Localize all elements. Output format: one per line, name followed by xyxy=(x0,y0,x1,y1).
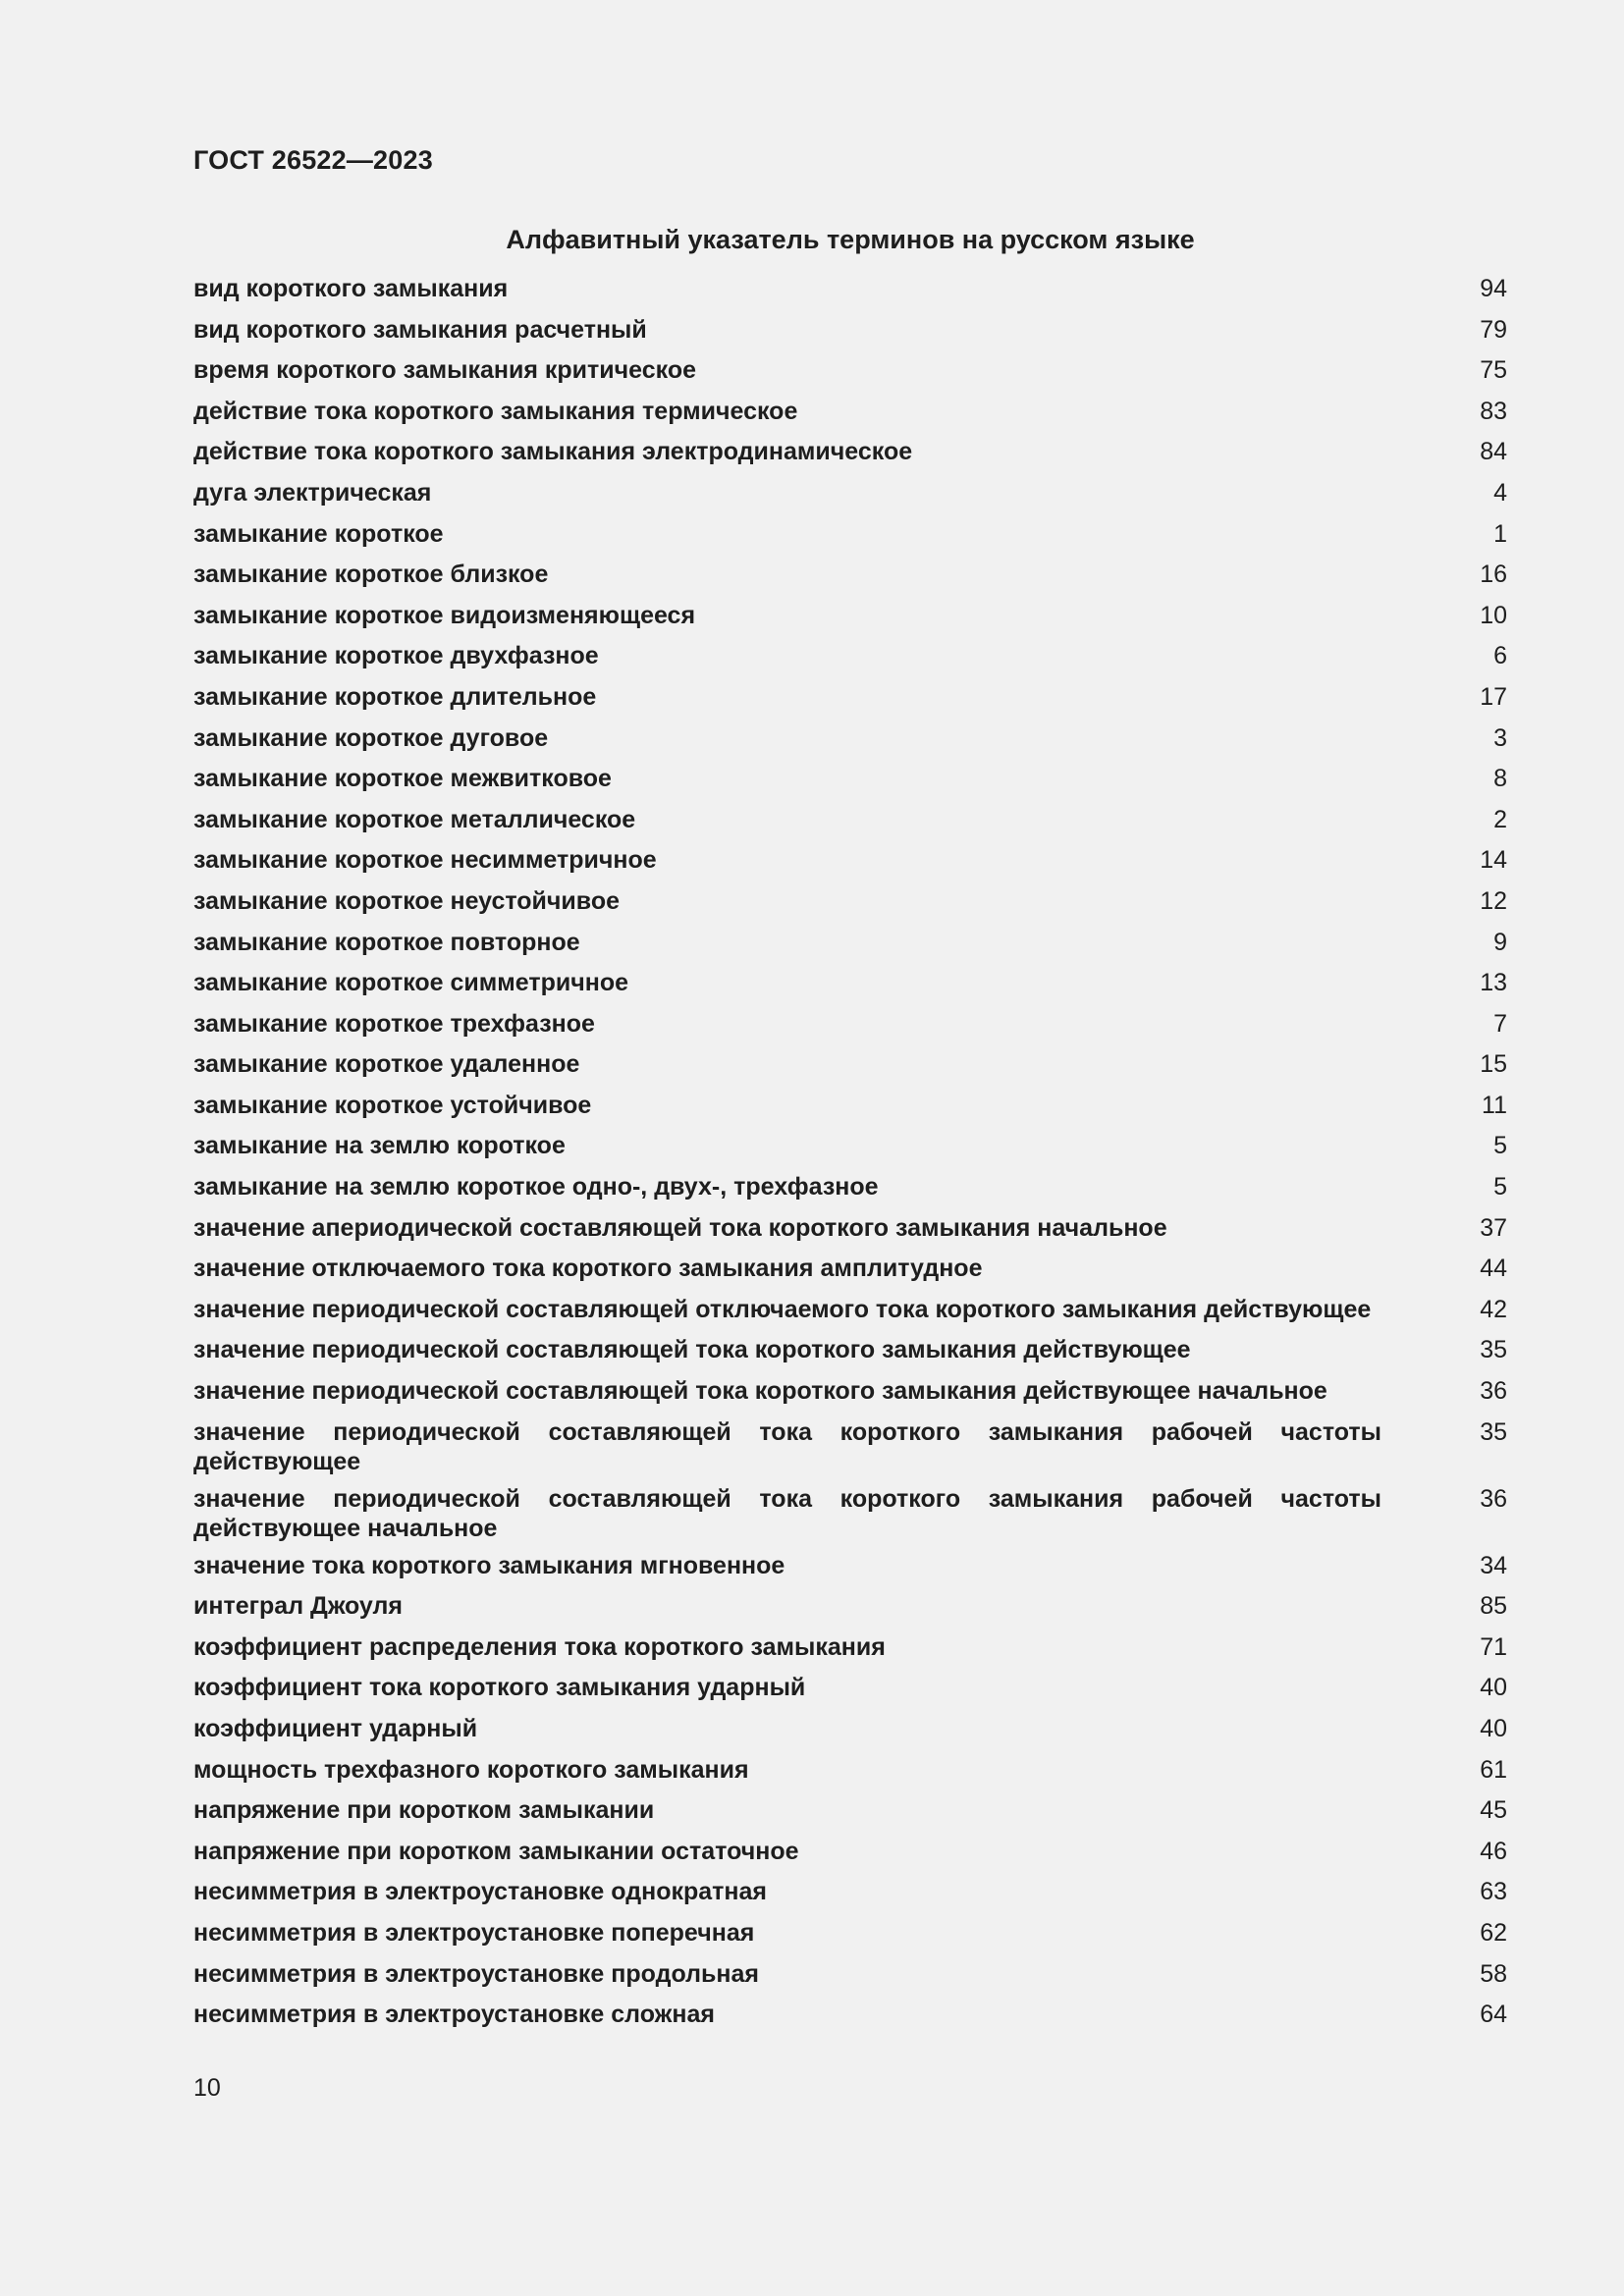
index-entry xyxy=(193,1172,1507,1201)
index-term: несимметрия в электроустановке сложная xyxy=(193,2001,715,2029)
index-term: замыкание короткое видоизменяющееся xyxy=(193,601,696,629)
index-page-ref: 46 xyxy=(1480,1837,1507,1865)
index-entry xyxy=(193,2000,1507,2029)
index-term: замыкание короткое несимметричное xyxy=(193,846,657,875)
index-entry xyxy=(193,1591,1507,1621)
index-term: время короткого замыкания критическое xyxy=(193,356,696,385)
index-entry xyxy=(193,601,1507,630)
page-number: 10 xyxy=(193,2074,221,2102)
index-page-ref: 5 xyxy=(1493,1132,1507,1160)
index-page-ref: 40 xyxy=(1480,1715,1507,1742)
index-entry xyxy=(193,886,1507,916)
index-entry xyxy=(193,1131,1507,1160)
index-term: замыкание короткое xyxy=(193,519,444,548)
index-page-ref: 94 xyxy=(1480,275,1507,302)
index-page-ref: 35 xyxy=(1480,1336,1507,1364)
index-term: действие тока короткого замыкания термическое xyxy=(193,397,798,425)
index-page-ref: 5 xyxy=(1493,1173,1507,1201)
term-index-list xyxy=(193,274,1507,2041)
index-entry xyxy=(193,478,1507,507)
index-entry xyxy=(193,1213,1507,1243)
index-page-ref: 17 xyxy=(1480,682,1507,711)
index-entry xyxy=(193,764,1507,793)
index-page-ref: 45 xyxy=(1480,1796,1507,1825)
index-term: значение апериодической составляющей тока короткого замыкания начальное xyxy=(193,1213,1167,1242)
index-entry xyxy=(193,355,1507,385)
index-entry xyxy=(193,1551,1507,1580)
index-entry xyxy=(193,1295,1507,1324)
index-entry xyxy=(193,1091,1507,1120)
index-page-ref: 6 xyxy=(1493,642,1507,670)
index-page-ref: 36 xyxy=(1480,1377,1507,1406)
index-entry xyxy=(193,1254,1507,1283)
index-term: несимметрия в электроустановке продольная xyxy=(193,1959,759,1988)
index-entry xyxy=(193,1417,1507,1476)
index-page-ref: 61 xyxy=(1480,1755,1507,1784)
index-page-ref: 40 xyxy=(1480,1674,1507,1702)
index-term: замыкание короткое устойчивое xyxy=(193,1091,592,1119)
index-entry xyxy=(193,1755,1507,1785)
index-entry xyxy=(193,1673,1507,1702)
index-page-ref: 84 xyxy=(1480,438,1507,466)
index-page-ref: 36 xyxy=(1480,1484,1507,1513)
index-term: замыкание короткое металлическое xyxy=(193,805,636,833)
index-term: несимметрия в электроустановке поперечная xyxy=(193,1918,755,1947)
index-term: значение периодической составляющей тока короткого замыкания рабочей частоты действующее xyxy=(193,1417,1381,1475)
index-entry xyxy=(193,1918,1507,1948)
index-term: замыкание короткое повторное xyxy=(193,928,580,956)
index-page-ref: 2 xyxy=(1493,805,1507,833)
index-entry xyxy=(193,1837,1507,1866)
index-term: замыкание на землю короткое xyxy=(193,1132,566,1160)
index-entry xyxy=(193,437,1507,466)
index-page-ref: 15 xyxy=(1480,1050,1507,1079)
document-header: ГОСТ 26522—2023 xyxy=(193,145,433,175)
index-page-ref: 16 xyxy=(1480,561,1507,589)
index-entry xyxy=(193,968,1507,997)
index-term: замыкание короткое длительное xyxy=(193,682,597,711)
index-term: коэффициент ударный xyxy=(193,1715,478,1742)
index-page-ref: 79 xyxy=(1480,315,1507,344)
index-entry xyxy=(193,1484,1507,1543)
index-term: интеграл Джоуля xyxy=(193,1592,403,1621)
index-entry xyxy=(193,1049,1507,1079)
index-entry xyxy=(193,928,1507,957)
index-page-ref: 85 xyxy=(1480,1592,1507,1621)
index-term: несимметрия в электроустановке однократная xyxy=(193,1878,767,1906)
index-page-ref: 58 xyxy=(1480,1959,1507,1988)
index-entry xyxy=(193,1795,1507,1825)
index-page-ref: 1 xyxy=(1493,519,1507,548)
index-term: значение периодической составляющей отключаемого тока короткого замыкания действующее xyxy=(193,1295,1372,1323)
index-entry xyxy=(193,1632,1507,1662)
index-term: коэффициент тока короткого замыкания ударный xyxy=(193,1674,806,1702)
index-term: замыкание короткое симметричное xyxy=(193,969,629,997)
index-page-ref: 71 xyxy=(1480,1632,1507,1661)
index-entry xyxy=(193,315,1507,345)
index-title: Алфавитный указатель терминов на русском языке xyxy=(506,225,1195,254)
index-page-ref: 12 xyxy=(1480,886,1507,915)
index-term: действие тока короткого замыкания электродинамическое xyxy=(193,438,913,466)
index-page-ref: 83 xyxy=(1480,397,1507,425)
index-page-ref: 7 xyxy=(1493,1009,1507,1038)
index-page-ref: 4 xyxy=(1493,478,1507,507)
index-term: замыкание короткое двухфазное xyxy=(193,642,599,670)
index-term: вид короткого замыкания расчетный xyxy=(193,315,647,344)
index-page-ref: 64 xyxy=(1480,2001,1507,2029)
index-term: значение периодической составляющей тока короткого замыкания действующее xyxy=(193,1336,1191,1364)
index-term: значение отключаемого тока короткого замыкания амплитудное xyxy=(193,1255,983,1283)
index-entry xyxy=(193,1714,1507,1743)
index-term: напряжение при коротком замыкании остаточное xyxy=(193,1837,799,1865)
index-term: замыкание короткое неустойчивое xyxy=(193,886,621,915)
index-page-ref: 63 xyxy=(1480,1878,1507,1906)
index-term: дуга электрическая xyxy=(193,478,432,507)
index-page-ref: 62 xyxy=(1480,1918,1507,1947)
index-term: значение периодической составляющей тока короткого замыкания рабочей частоты действующее начальное xyxy=(193,1484,1381,1542)
index-term: замыкание на землю короткое одно-, двух-, трехфазное xyxy=(193,1173,879,1201)
index-page-ref: 44 xyxy=(1480,1255,1507,1283)
index-term: напряжение при коротком замыкании xyxy=(193,1796,655,1825)
index-entry xyxy=(193,682,1507,712)
index-entry xyxy=(193,1959,1507,1989)
index-term: замыкание короткое близкое xyxy=(193,561,549,589)
index-term: замыкание короткое удаленное xyxy=(193,1050,580,1079)
index-page-ref: 75 xyxy=(1480,356,1507,385)
index-page-ref: 10 xyxy=(1480,601,1507,629)
index-page-ref: 14 xyxy=(1480,846,1507,875)
index-term: значение периодической составляющей тока короткого замыкания действующее начальное xyxy=(193,1377,1327,1406)
index-term: замыкание короткое межвитковое xyxy=(193,765,612,793)
index-entry xyxy=(193,560,1507,589)
index-term: коэффициент распределения тока короткого замыкания xyxy=(193,1632,886,1661)
index-page-ref: 35 xyxy=(1480,1417,1507,1446)
index-entry xyxy=(193,1877,1507,1906)
index-page-ref: 13 xyxy=(1480,969,1507,997)
index-entry xyxy=(193,274,1507,303)
index-page-ref: 42 xyxy=(1480,1295,1507,1323)
index-entry xyxy=(193,1335,1507,1364)
index-entry xyxy=(193,641,1507,670)
index-page-ref: 37 xyxy=(1480,1213,1507,1242)
index-term: замыкание короткое трехфазное xyxy=(193,1009,595,1038)
index-entry xyxy=(193,397,1507,426)
index-entry xyxy=(193,1009,1507,1039)
index-entry xyxy=(193,723,1507,753)
index-entry xyxy=(193,845,1507,875)
index-entry xyxy=(193,1376,1507,1406)
index-page-ref: 9 xyxy=(1493,928,1507,956)
index-page-ref: 8 xyxy=(1493,765,1507,793)
index-entry xyxy=(193,805,1507,834)
index-page-ref: 3 xyxy=(1493,723,1507,752)
index-entry xyxy=(193,519,1507,549)
index-page-ref: 34 xyxy=(1480,1551,1507,1579)
index-term: вид короткого замыкания xyxy=(193,275,509,302)
index-page-ref: 11 xyxy=(1482,1091,1507,1119)
index-term: мощность трехфазного короткого замыкания xyxy=(193,1755,749,1784)
index-term: значение тока короткого замыкания мгновенное xyxy=(193,1551,785,1579)
index-term: замыкание короткое дуговое xyxy=(193,723,549,752)
